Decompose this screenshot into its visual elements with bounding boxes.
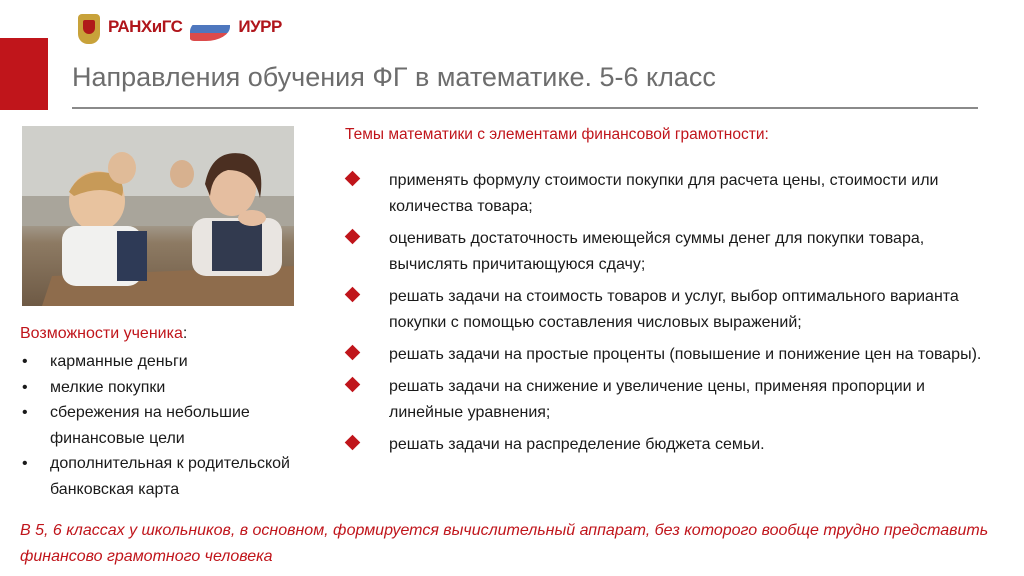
topic-item-text: решать задачи на стоимость товаров и услуг, выбор оптимального варианта покупки с помощью составления числовых выражений; (389, 288, 959, 331)
ranepa-crest-icon (78, 14, 100, 44)
student-opportunities-list (20, 349, 330, 502)
student-opportunities-heading-text: Возможности ученика (20, 325, 183, 342)
math-topics-list (345, 168, 990, 464)
topic-item (345, 342, 990, 368)
math-topics-heading: Темы математики с элементами финансовой грамотности: (345, 126, 769, 143)
topic-item (345, 168, 990, 220)
russia-flag-icon (190, 17, 230, 41)
diamond-bullet-icon (345, 435, 361, 451)
diamond-bullet-icon (345, 287, 361, 303)
footer-note: В 5, 6 классах у школьников, в основном, формируется вычислительный аппарат, без которого вообще трудно представить финансово грамотного человека (20, 522, 989, 565)
topic-item-text: применять формулу стоимости покупки для расчета цены, стоимости или количества товара; (389, 172, 939, 215)
slide-title: Направления обучения ФГ в математике. 5-6 класс (72, 62, 716, 92)
logos (78, 12, 308, 46)
list-item: • мелкие покупки (20, 375, 330, 401)
title-divider (72, 107, 978, 109)
topic-item-text: решать задачи на простые проценты (повышение и понижение цен на товары). (389, 346, 982, 363)
topic-item-text: решать задачи на распределение бюджета семьи. (389, 436, 765, 453)
topic-item (345, 284, 990, 336)
topic-item (345, 432, 990, 458)
ranepa-logo-text: РАНХиГС (108, 17, 183, 36)
topic-item-text: решать задачи на снижение и увеличение цены, применяя пропорции и линейные уравнения; (389, 378, 925, 421)
diamond-bullet-icon (345, 171, 361, 187)
list-item: • карманные деньги (20, 349, 330, 375)
topic-item (345, 374, 990, 426)
list-item: • сбережения на небольшие финансовые цели (20, 400, 330, 451)
diamond-bullet-icon (345, 345, 361, 361)
topic-item (345, 226, 990, 278)
red-accent-tab (0, 38, 48, 110)
diamond-bullet-icon (345, 377, 361, 393)
student-opportunities-heading (20, 325, 187, 343)
heading-colon: : (182, 325, 188, 342)
classroom-photo (22, 126, 294, 306)
topic-item-text: оценивать достаточность имеющейся суммы денег для покупки товара, вычислять причитающуюся сдачу; (389, 230, 925, 273)
list-item: • дополнительная к родительской банковская карта (20, 451, 330, 502)
classroom-photo-image (22, 126, 294, 306)
iurr-logo-text: ИУРР (238, 17, 282, 36)
diamond-bullet-icon (345, 229, 361, 245)
